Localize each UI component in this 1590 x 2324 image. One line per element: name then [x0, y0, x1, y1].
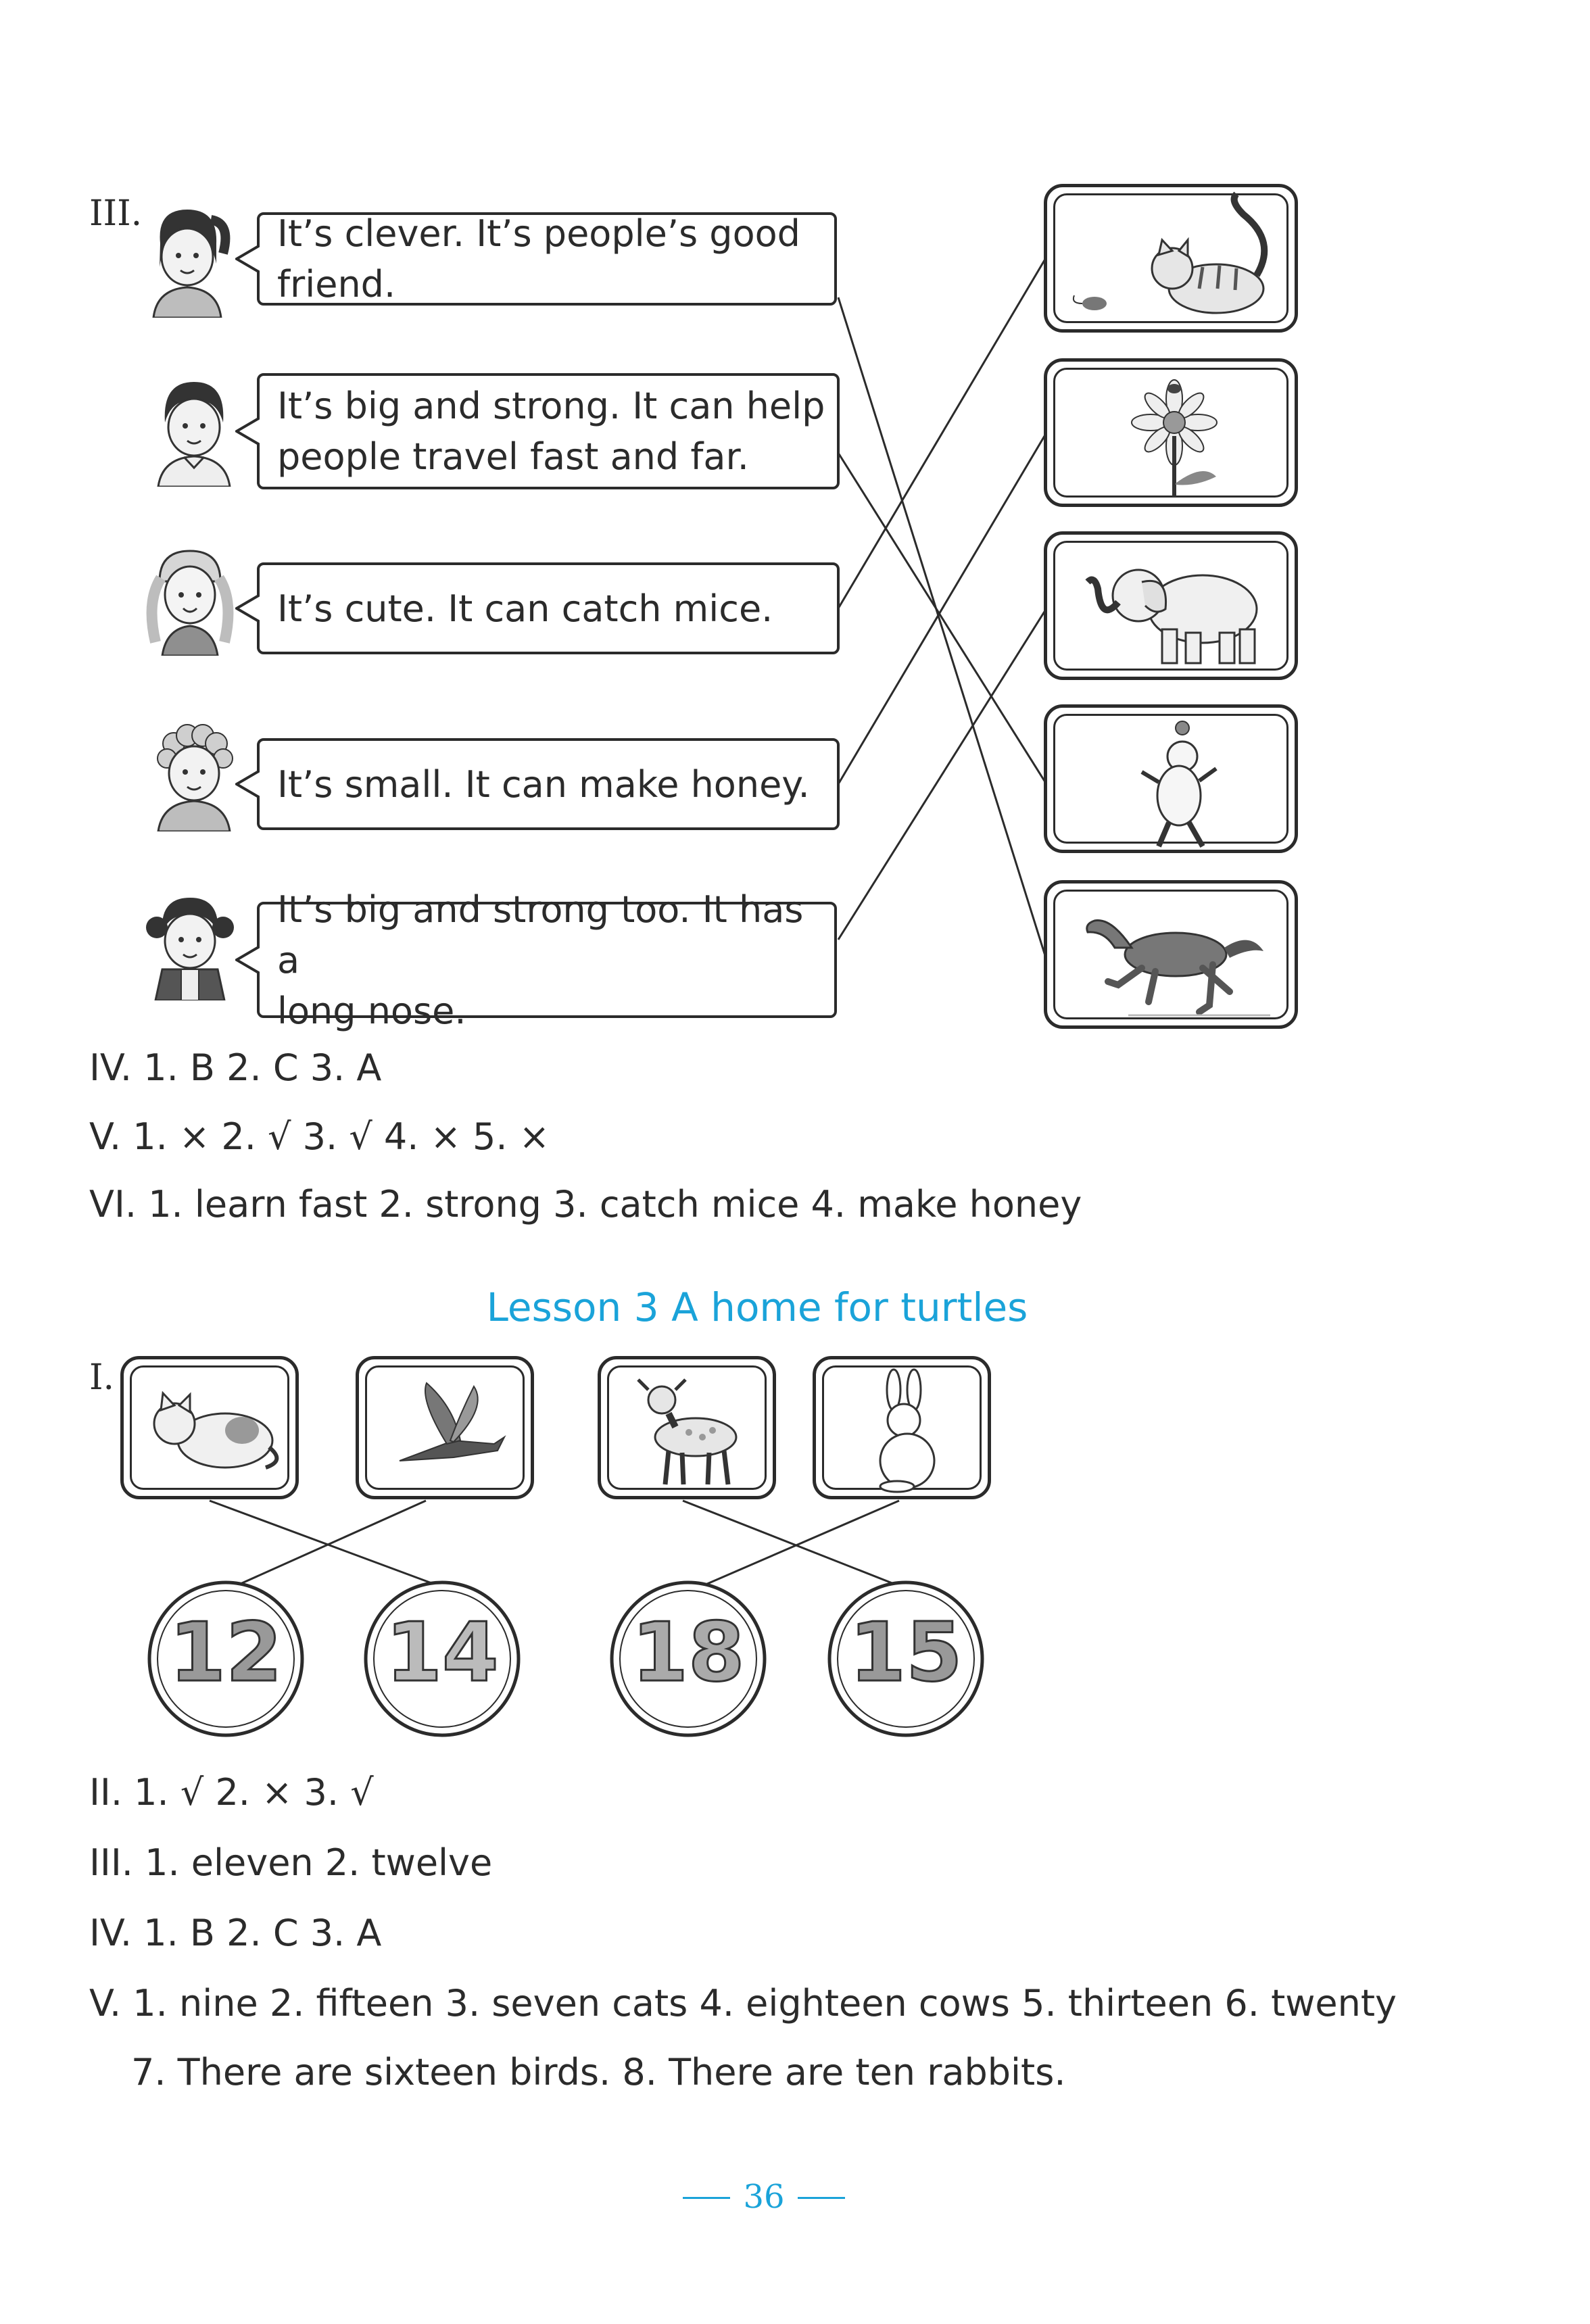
answer-ii: II. 1. √ 2. × 3. √ [89, 1771, 374, 1814]
horse-icon [1047, 883, 1301, 1032]
number-badge-15 [826, 1579, 986, 1739]
rabbit-icon [816, 1359, 994, 1503]
number-badge-18 [608, 1579, 768, 1739]
girl-ponytail-icon [143, 203, 231, 318]
footer-rule-right [798, 2197, 845, 2199]
speech-bubble-5 [257, 888, 837, 1032]
answer-v-bottom-cont: 7. There are sixteen birds. 8. There are ten rabbits. [131, 2051, 1066, 2093]
match-line-bird [230, 1501, 426, 1589]
boy-curly-icon [150, 717, 238, 831]
match-line-1 [838, 297, 1046, 960]
speech-bubble-1-text: It’s clever. It’s people’s good friend. [277, 212, 800, 306]
match-line-3 [838, 257, 1046, 608]
speech-bubble-5-text: It’s big and strong too. It has a long nose. [277, 888, 804, 1032]
elephant-icon [1047, 535, 1301, 683]
answer-iii: III. 1. eleven 2. twelve [89, 1841, 493, 1884]
match-line-5 [838, 608, 1046, 940]
number-15-text: 15 [849, 1606, 963, 1700]
match-line-deer [683, 1501, 906, 1589]
picture-cat [120, 1356, 299, 1499]
boy-icon [150, 372, 238, 487]
picture-bird [356, 1356, 534, 1499]
answer-iv-bottom: IV. 1. B 2. C 3. A [89, 1912, 382, 1954]
picture-cat-chasing-mouse [1044, 184, 1298, 333]
girl-bunches-icon [146, 886, 234, 1000]
bird-icon [359, 1359, 537, 1503]
number-12-text: 12 [169, 1606, 283, 1700]
girl-pigtails-icon [146, 541, 234, 656]
answer-vi-top: VI. 1. learn fast 2. strong 3. catch mice 4. make honey [89, 1183, 1082, 1226]
page-number: 36 [743, 2178, 785, 2216]
speech-bubble-4 [257, 738, 840, 830]
speech-bubble-2 [257, 373, 840, 489]
speech-bubble-1 [257, 212, 837, 306]
number-18-text: 18 [631, 1606, 745, 1700]
match-line-4 [838, 433, 1046, 784]
dog-icon [1047, 708, 1301, 856]
footer-rule-left [683, 2197, 730, 2199]
number-badge-14 [362, 1579, 522, 1739]
picture-running-horse [1044, 880, 1298, 1029]
deer-icon [601, 1359, 779, 1503]
speech-bubble-3 [257, 562, 840, 654]
section-i-label: I. [89, 1357, 115, 1398]
picture-deer [598, 1356, 776, 1499]
picture-elephant [1044, 531, 1298, 680]
picture-dog-with-ball [1044, 704, 1298, 853]
lesson-title: Lesson 3 A home for turtles [486, 1284, 1028, 1330]
match-line-rabbit [696, 1501, 899, 1589]
number-14-text: 14 [385, 1606, 499, 1700]
match-line-2 [838, 453, 1046, 784]
section-iii-label: III. [89, 193, 143, 234]
picture-rabbit [813, 1356, 991, 1499]
page-number-footer [683, 2178, 845, 2219]
answer-v-bottom: V. 1. nine 2. fifteen 3. seven cats 4. eighteen cows 5. thirteen 6. twenty [89, 1982, 1397, 2025]
speech-bubble-4-text: It’s small. It can make honey. [277, 762, 810, 806]
cat-icon [1047, 187, 1301, 336]
picture-bee-on-flower [1044, 358, 1298, 507]
number-badge-12 [146, 1579, 306, 1739]
speech-bubble-3-text: It’s cute. It can catch mice. [277, 587, 773, 630]
lying-cat-icon [124, 1359, 302, 1503]
answer-iv-top: IV. 1. B 2. C 3. A [89, 1046, 382, 1089]
answer-v-top: V. 1. × 2. √ 3. √ 4. × 5. × [89, 1115, 550, 1158]
flower-icon [1047, 362, 1301, 510]
speech-bubble-2-text: It’s big and strong. It can help people travel fast and far. [277, 385, 825, 478]
